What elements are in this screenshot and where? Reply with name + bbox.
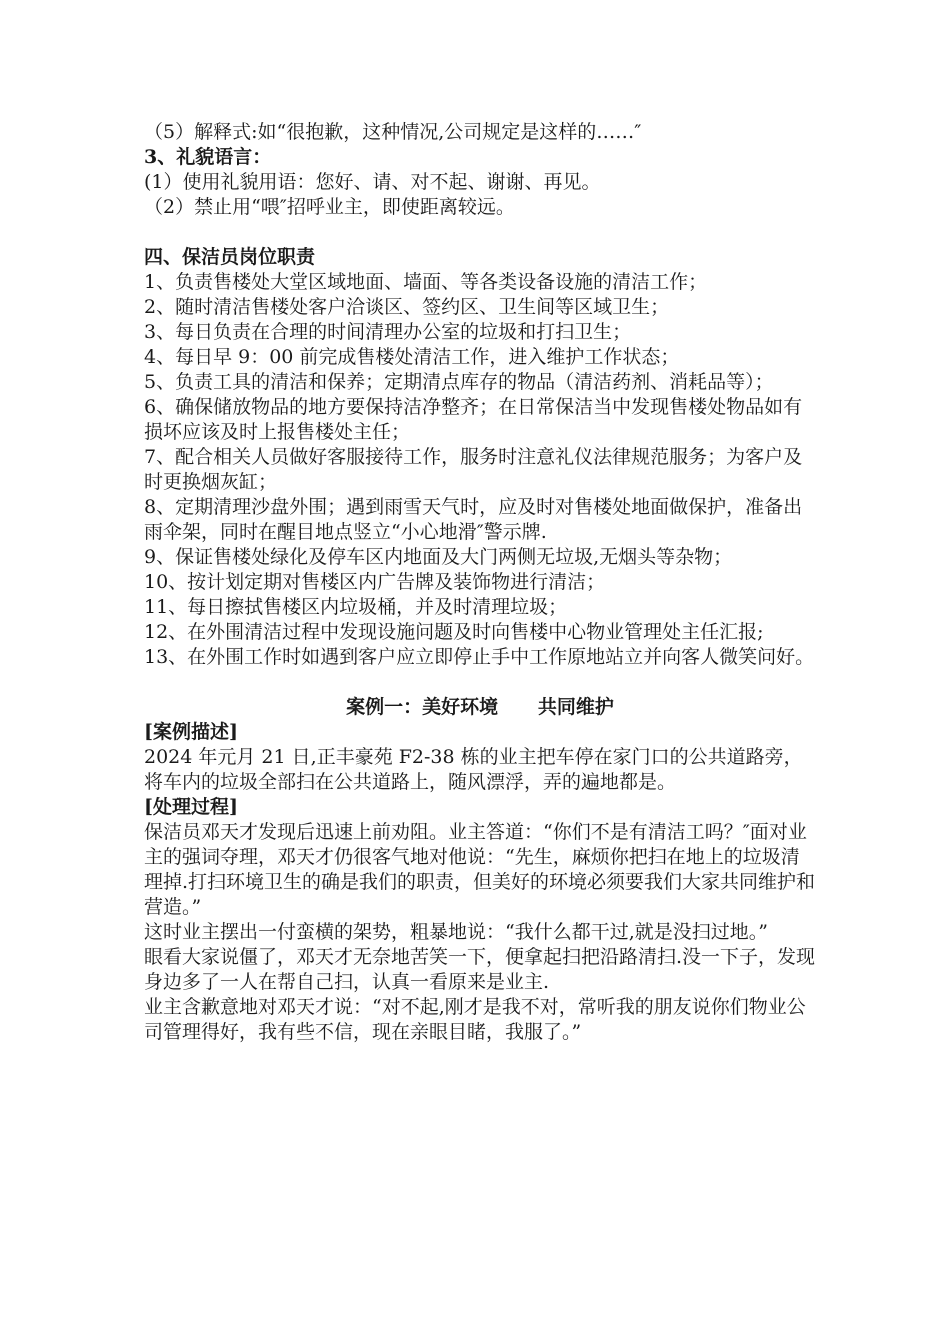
duty-item: 11、每日擦拭售楼区内垃圾桶，并及时清理垃圾； xyxy=(144,596,568,618)
section-case-study xyxy=(144,720,816,1045)
duty-item: 1、负责售楼处大堂区域地面、墙面、等各类设备设施的清洁工作； xyxy=(144,271,708,293)
case-paragraph: 保洁员邓天才发现后迅速上前劝阻。业主答道：“你们不是有清洁工吗？″面对业主的强词夺理，邓天才仍很客气地对他说：“先生，麻烦你把扫在地上的垃圾清理掉.打扫环境卫生的确是我们的职责，但美好的环境必须要我们大家共同维护和营造。” xyxy=(144,821,816,918)
document-body xyxy=(144,120,816,1045)
paragraph: (1）使用礼貌用语：您好、请、对不起、谢谢、再见。 xyxy=(144,171,601,193)
duty-item: 10、按计划定期对售楼区内广告牌及装饰物进行清洁； xyxy=(144,571,606,593)
duty-item: 2、随时清洁售楼处客户洽谈区、签约区、卫生间等区域卫生； xyxy=(144,296,670,318)
section-etiquette xyxy=(144,120,816,220)
case-subheading: [处理过程] xyxy=(144,796,238,818)
paragraph: （2）禁止用“喂″招呼业主，即使距离较远。 xyxy=(144,196,515,218)
case-title: 案例一：美好环境 共同维护 xyxy=(346,696,614,718)
duty-item: 5、负责工具的清洁和保养；定期清点库存的物品（清洁药剂、消耗品等）； xyxy=(144,371,774,393)
duty-item: 7、配合相关人员做好客服接待工作，服务时注意礼仪法律规范服务；为客户及时更换烟灰缸； xyxy=(144,446,803,493)
spacer xyxy=(144,670,816,695)
duty-item: 6、确保储放物品的地方要保持洁净整齐；在日常保洁当中发现售楼处物品如有损坏应该及时上报售楼处主任； xyxy=(144,396,803,443)
case-paragraph: 这时业主摆出一付蛮横的架势，粗暴地说：“我什么都干过,就是没扫过地。” xyxy=(144,921,768,943)
case-paragraph: 眼看大家说僵了，邓天才无奈地苦笑一下，便拿起扫把沿路清扫.没一下子，发现身边多了一人在帮自己扫，认真一看原来是业主. xyxy=(144,946,816,993)
paragraph: （5）解释式:如“很抱歉，这种情况,公司规定是这样的……″ xyxy=(144,121,642,143)
duty-item: 9、保证售楼处绿化及停车区内地面及大门两侧无垃圾,无烟头等杂物； xyxy=(144,546,733,568)
spacer xyxy=(144,220,816,245)
case-paragraph: 2024 年元月 21 日,正丰豪苑 F2-38 栋的业主把车停在家门口的公共道路旁，将车内的垃圾全部扫在公共道路上，随风漂浮，弄的遍地都是。 xyxy=(144,746,803,793)
case-paragraph: 业主含歉意地对邓天才说：“对不起,刚才是我不对，常听我的朋友说你们物业公司管理得好，我有些不信，现在亲眼目睹，我服了。” xyxy=(144,996,806,1043)
duty-item: 12、在外围清洁过程中发现设施问题及时向售楼中心物业管理处主任汇报; xyxy=(144,621,764,643)
duty-item: 13、在外围工作时如遇到客户应立即停止手中工作原地站立并向客人微笑问好。 xyxy=(144,646,815,668)
duty-item: 4、每日早 9：00 前完成售楼处清洁工作，进入维护工作状态； xyxy=(144,346,680,368)
section-heading: 3、礼貌语言： xyxy=(144,146,272,168)
duty-item: 3、每日负责在合理的时间清理办公室的垃圾和打扫卫生； xyxy=(144,321,632,343)
section-cleaner-duties xyxy=(144,245,816,670)
case-subheading: [案例描述] xyxy=(144,721,238,743)
section-heading: 四、保洁员岗位职责 xyxy=(144,246,316,268)
duty-item: 8、定期清理沙盘外围；遇到雨雪天气时，应及时对售楼处地面做保护，准备出雨伞架，同时在醒目地点竖立“小心地滑″警示牌. xyxy=(144,496,803,543)
